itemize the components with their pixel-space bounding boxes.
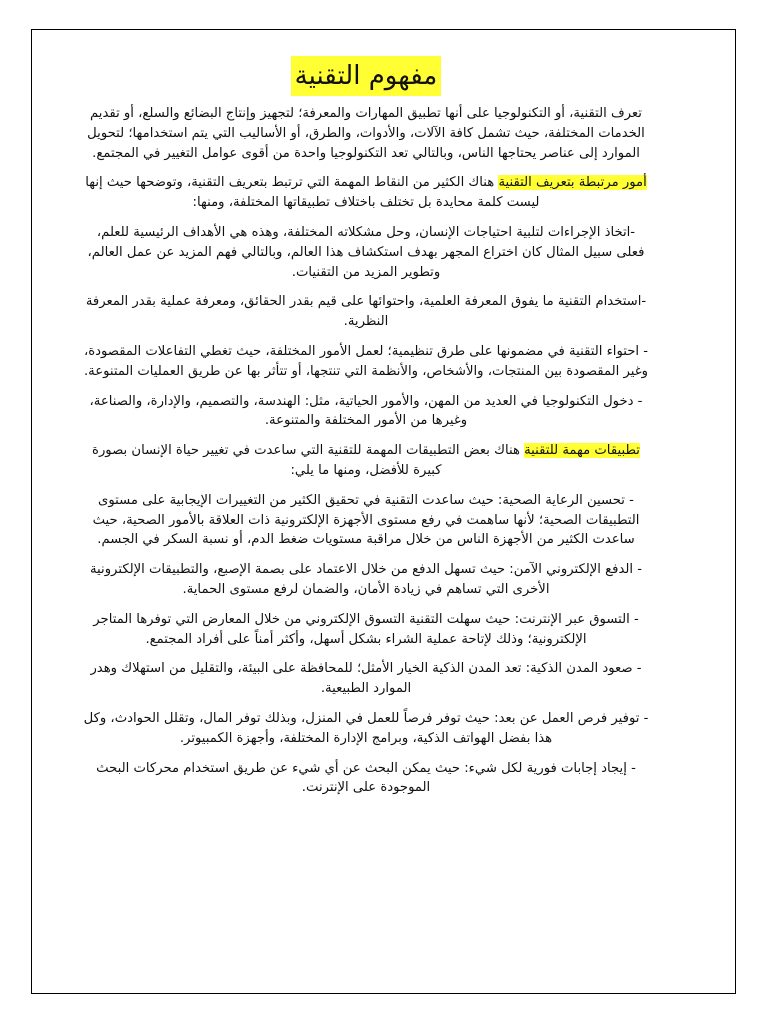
document-content [82, 56, 650, 808]
application1-paragraph: - تحسين الرعاية الصحية: حيث ساعدت التقنية في تحقيق الكثير من التغييرات الإيجابية على مستوى التطبيقات الصحية؛ لأنها ساهمت في رفع مستوى الأجهزة الإلكترونية ذات العلاقة بالأمور الصحية، حيث ساعدت الكثير من الأجهزة الناس من خلال مراقبة مستويات ضغط الدم، أو نسبة السكر في الجسم. [92, 492, 640, 548]
section1-heading: أمور مرتبطة بتعريف التقنية [498, 175, 647, 191]
point1-paragraph: -اتخاذ الإجراءات لتلبية احتياجات الإنسان، وحل مشكلاته المختلفة، وهذه هي الأهداف الرئيسية للعلم، فعلى سبيل المثال كان اختراع المجهر بهدف استكشاف هذا العالم، وبالتالي فهم المزيد عن عمل العالم، وتطوير المزيد من التقنيات. [87, 224, 645, 280]
point4-paragraph: - دخول التكنولوجيا في العديد من المهن، والأمور الحياتية، مثل: الهندسة، والتصميم، والإدارة، والصناعة، وغيرها من الأمور المختلفة والمتنوعة. [89, 393, 643, 429]
point2-paragraph: -استخدام التقنية ما يفوق المعرفة العلمية، واحتوائها على قيم بقدر الحقائق، ومعرفة عملية بقدر المعرفة النظرية. [85, 294, 647, 330]
point3-paragraph: - احتواء التقنية في مضمونها على طرق تنظيمية؛ لعمل الأمور المختلفة، حيث تغطي التفاعلات المقصودة، وغير المقصودة بين المنتجات، والأشخاص، والأنظمة التي تنتجها، أو تتأثر بها عن طريق العمليات المتنوعة. [83, 343, 649, 379]
application6-paragraph: - إيجاد إجابات فورية لكل شيء: حيث يمكن البحث عن أي شيء عن طريق استخدام محركات البحث الموجودة على الإنترنت. [96, 760, 636, 796]
section2-heading: تطبيقات مهمة للتقنية [524, 443, 640, 459]
section1-paragraph [82, 173, 650, 213]
section2-text: هناك بعض التطبيقات المهمة للتقنية التي ساعدت في تغيير حياة الإنسان بصورة كبيرة للأفضل، ومنها ما يلي: [92, 443, 525, 478]
application4-paragraph: - صعود المدن الذكية: تعد المدن الذكية الخيار الأمثل؛ للمحافظة على البيئة، والتقليل من استهلاك وهدر الموارد الطبيعية. [90, 661, 642, 697]
section1-text: هناك الكثير من النقاط المهمة التي ترتبط بتعريف التقنية، وتوضحها حيث إنها ليست كلمة محايدة بل تختلف باختلاف تطبيقاتها المختلفة، ومنها: [85, 175, 540, 211]
application2-paragraph: - الدفع الإلكتروني الآمن: حيث تسهل الدفع من خلال الاعتماد على بصمة الإصبع، والتطبيقات الإلكترونية الأخرى التي تساهم في زيادة الأمان، والضمان لرفع مستوى الحماية. [89, 562, 643, 597]
page-title: مفهوم التقنية [291, 56, 442, 96]
title-wrapper [82, 56, 650, 96]
section2-paragraph [82, 441, 650, 481]
application3-paragraph: - التسوق عبر الإنترنت: حيث سهلت التقنية التسوق الإلكتروني من خلال المعارض التي توفرها المتاجر الإلكترونية؛ وذلك لإتاحة عملية الشراء بشكل أسهل، وأكثر أمناً على أفراد المجتمع. [93, 611, 639, 647]
application5-paragraph: - توفير فرص العمل عن بعد: حيث توفر فرصاً للعمل في المنزل، وبذلك توفر المال، وتقلل الحوادث، وكل هذا بفضل الهواتف الذكية، وبرامج الإدارة المختلفة، وأجهزة الكمبيوتر. [83, 710, 649, 746]
intro-paragraph: تعرف التقنية، أو التكنولوجيا على أنها تطبيق المهارات والمعرفة؛ لتجهيز وإنتاج البضائع والسلع، أو تقديم الخدمات المختلفة، حيث تشمل كافة الآلات، والأدوات، والطرق، أو الأساليب التي يتم استخدامها؛ لتحويل الموارد إلى عناصر يحتاجها الناس، وبالتالي تعد التكنولوجيا واحدة من أقوى عوامل التغيير في المجتمع. [87, 106, 645, 161]
